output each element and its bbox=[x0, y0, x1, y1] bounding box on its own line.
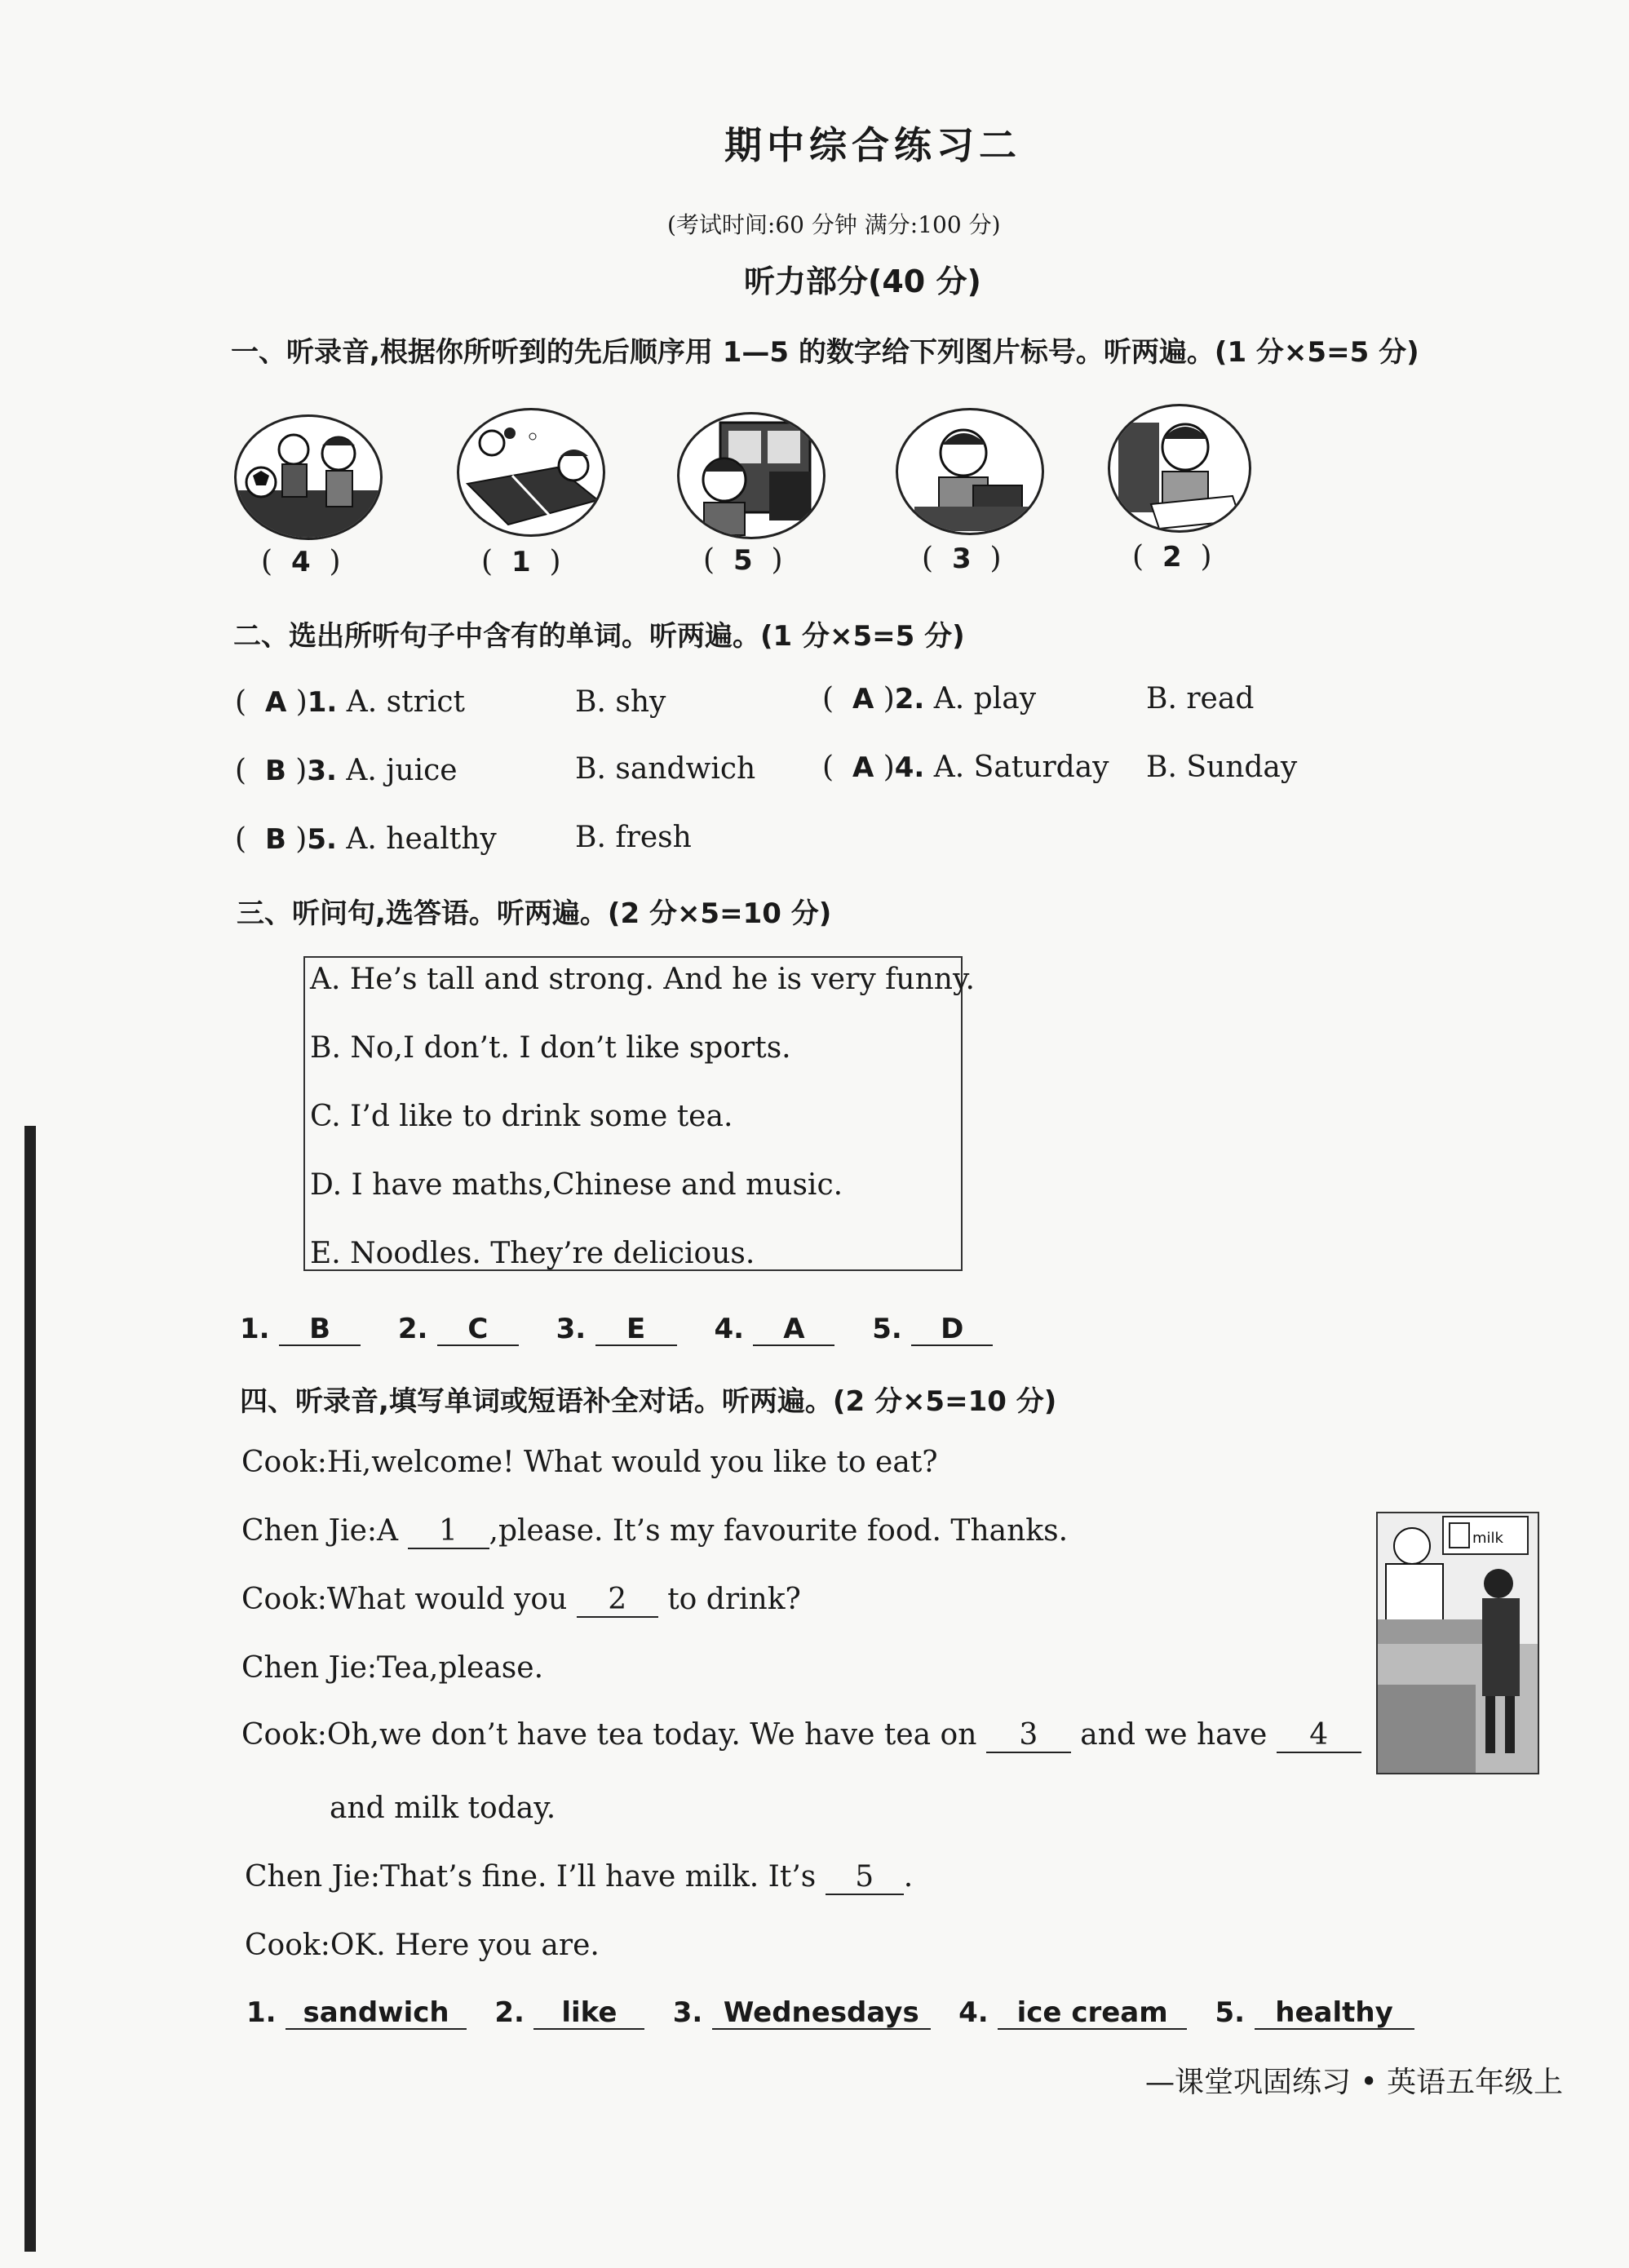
dialog-line8: Cook:OK. Here you are. bbox=[245, 1929, 600, 1962]
dialog-line5: Cook:Oh,we don’t have tea today. We have tea on 3 and we have 4 bbox=[241, 1718, 1361, 1753]
dialog-line3: Cook:What would you 2 to drink? bbox=[241, 1583, 801, 1616]
s2-item1-b: B. shy bbox=[575, 685, 666, 719]
option-e: E. Noodles. They’re delicious. bbox=[310, 1237, 755, 1270]
s2-item2-b: B. read bbox=[1146, 682, 1255, 715]
dialog-line7: Chen Jie:That’s fine. I’ll have milk. It’s 5 . bbox=[245, 1860, 914, 1894]
cook-girl-picture-icon bbox=[1376, 1512, 1539, 1774]
s2-item5-b: B. fresh bbox=[575, 821, 692, 854]
pic4-answer: ( 3 ) bbox=[922, 542, 1002, 575]
section1-heading: 一、听录音,根据你所听到的先后顺序用 1—5 的数字给下列图片标号。听两遍。(1 分×5=5 分) bbox=[231, 336, 1419, 369]
scan-edge-bar bbox=[24, 1126, 36, 2252]
boy-window-picture-icon bbox=[677, 412, 826, 539]
dialog-line6: and milk today. bbox=[330, 1792, 556, 1825]
s4-answer-row: 1. sandwich 2. like 3. Wednesdays 4. ice cream 5. healthy bbox=[246, 1996, 1414, 2030]
s3-answer-row: 1. B 2. C 3. E 4. A 5. D bbox=[240, 1312, 993, 1346]
s2-item5: ( B )5. A. healthy bbox=[235, 822, 497, 856]
boy-books-picture-icon bbox=[896, 408, 1044, 535]
footer-text: —课堂巩固练习 • 英语五年级上 bbox=[1145, 2066, 1564, 2099]
section2-heading: 二、选出所听句子中含有的单词。听两遍。(1 分×5=5 分) bbox=[233, 620, 965, 653]
section4-heading: 四、听录音,填写单词或短语补全对话。听两遍。(2 分×5=10 分) bbox=[240, 1385, 1057, 1418]
table-tennis-picture-icon bbox=[457, 408, 605, 537]
option-d: D. I have maths,Chinese and music. bbox=[310, 1168, 843, 1202]
s2-item4-b: B. Sunday bbox=[1146, 751, 1298, 784]
exam-info: (考试时间:60 分钟 满分:100 分) bbox=[667, 211, 1001, 238]
section3-heading: 三、听问句,选答语。听两遍。(2 分×5=10 分) bbox=[237, 897, 832, 930]
boys-football-picture-icon bbox=[234, 414, 383, 540]
s2-item1: ( A )1. A. strict bbox=[235, 685, 465, 719]
pic2-answer: ( 1 ) bbox=[481, 545, 561, 578]
dialog-line4: Chen Jie:Tea,please. bbox=[241, 1651, 544, 1685]
dialog-line2: Chen Jie:A 1 ,please. It’s my favourite food. Thanks. bbox=[241, 1514, 1069, 1548]
boy-reading-picture-icon bbox=[1108, 404, 1251, 533]
s2-item2: ( A )2. A. play bbox=[822, 682, 1037, 715]
pic1-answer: ( 4 ) bbox=[261, 545, 341, 578]
s2-item4: ( A )4. A. Saturday bbox=[822, 751, 1109, 784]
option-c: C. I’d like to drink some tea. bbox=[310, 1100, 733, 1133]
part-title: 听力部分(40 分) bbox=[744, 264, 981, 299]
pic5-answer: ( 2 ) bbox=[1132, 540, 1212, 574]
option-b: B. No,I don’t. I don’t like sports. bbox=[310, 1031, 791, 1065]
option-a: A. He’s tall and strong. And he is very funny. bbox=[310, 963, 975, 996]
s2-item3-b: B. sandwich bbox=[575, 752, 756, 786]
milk-sign-text: milk bbox=[1472, 1530, 1503, 1547]
dialog-line1: Cook:Hi,welcome! What would you like to eat? bbox=[241, 1446, 938, 1479]
pic3-answer: ( 5 ) bbox=[703, 543, 783, 577]
page-title: 期中综合练习二 bbox=[724, 123, 1021, 167]
s2-item3: ( B )3. A. juice bbox=[235, 754, 458, 787]
